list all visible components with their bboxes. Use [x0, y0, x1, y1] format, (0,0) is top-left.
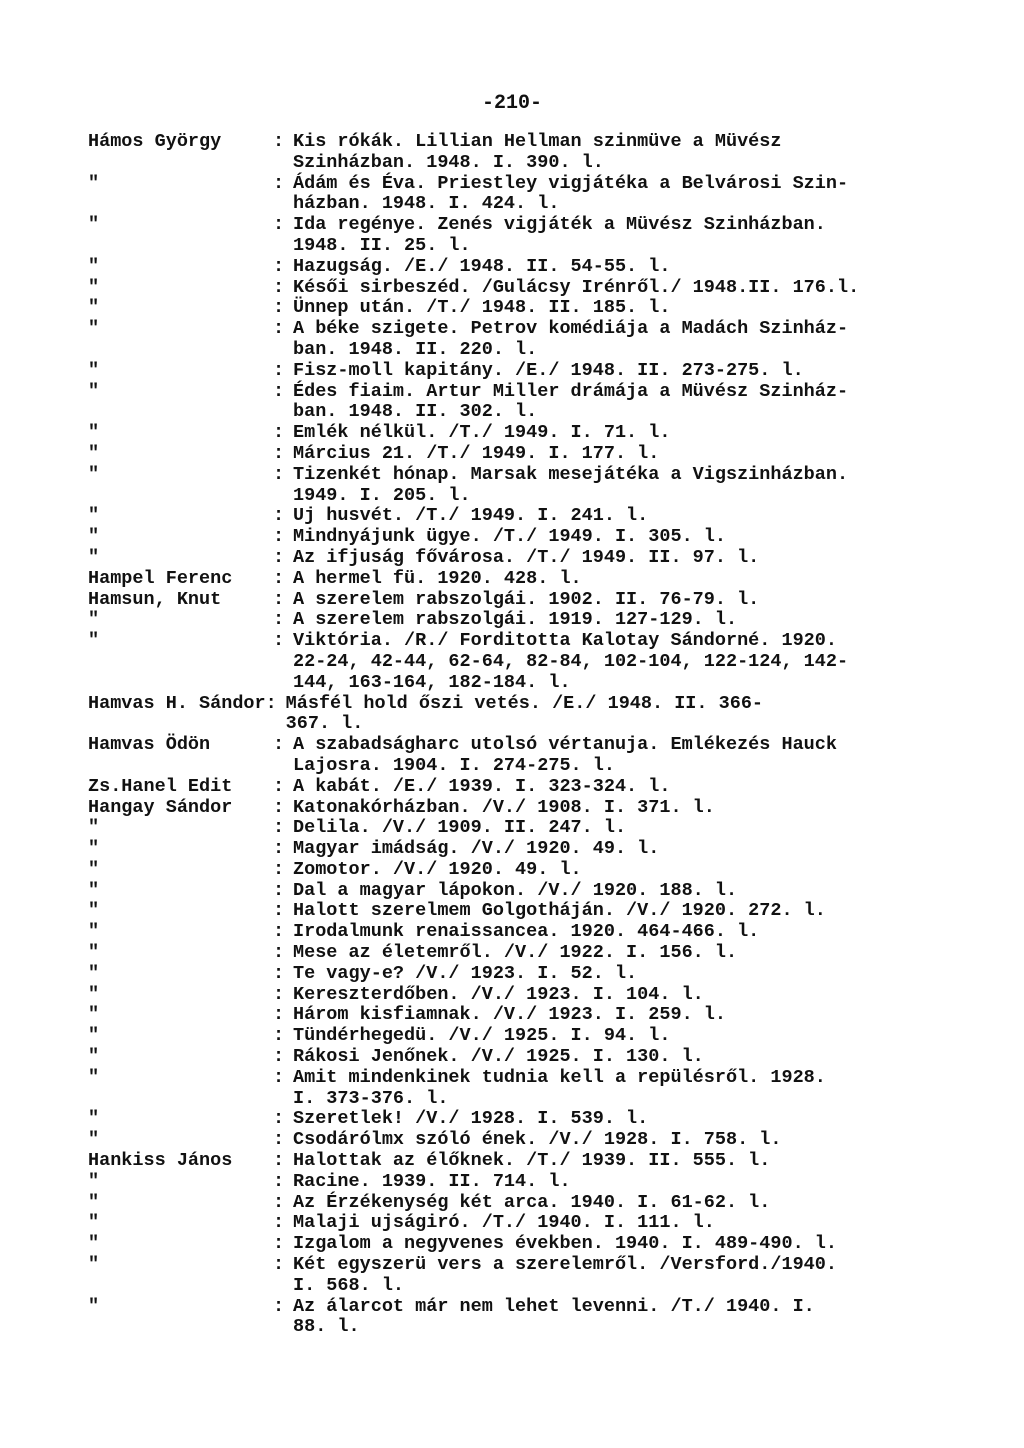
entry-title-line: A hermel fü. 1920. 428. l.: [293, 567, 582, 589]
entry-separator: :: [273, 609, 285, 631]
bibliography-entry: [88, 382, 988, 424]
entry-title-line: Emlék nélkül. /T./ 1949. I. 71. l.: [293, 422, 671, 444]
bibliography-entry: [88, 298, 988, 319]
entry-title: [293, 298, 988, 319]
entry-separator: :: [273, 1108, 285, 1130]
entry-title-line: Uj husvét. /T./ 1949. I. 241. l.: [293, 505, 649, 527]
entry-author: ": [88, 380, 100, 402]
entry-separator: :: [273, 838, 285, 860]
entry-title-line: Mese az életemről. /V./ 1922. I. 156. l.: [293, 942, 738, 964]
entry-title-line: Hazugság. /E./ 1948. II. 54-55. l.: [293, 255, 671, 277]
bibliography-entry: [88, 922, 988, 943]
bibliography-entry: [88, 361, 988, 382]
entry-title: [293, 548, 988, 569]
entry-title-line: Halottak az élőknek. /T./ 1939. II. 555. l.: [293, 1150, 771, 1172]
entry-title-line: Három kisfiamnak. /V./ 1923. I. 259. l.: [293, 1004, 726, 1026]
entry-separator: :: [273, 1129, 285, 1151]
entry-title-line: Ünnep után. /T./ 1948. II. 185. l.: [293, 297, 671, 319]
entry-author: ": [88, 983, 100, 1005]
entry-separator: :: [273, 422, 285, 444]
entry-title: [293, 361, 988, 382]
entry-title-line: Csodárólmx szóló ének. /V./ 1928. I. 758. l.: [293, 1129, 782, 1151]
bibliography-entry: [88, 548, 988, 569]
page-number: -210-: [481, 92, 542, 115]
entry-title: [293, 569, 988, 590]
entry-title-line: A szabadságharc utolsó vértanuja. Emlékezés Hauck: [293, 734, 837, 756]
entry-title: [293, 278, 988, 299]
entry-title-line: Másfél hold őszi vetés. /E./ 1948. II. 366-: [285, 692, 764, 714]
entry-author: ": [88, 838, 100, 860]
bibliography-entry: [88, 319, 988, 361]
entry-title: [293, 215, 988, 257]
entry-separator: :: [273, 734, 285, 756]
entry-separator: :: [273, 297, 285, 319]
entry-separator: :: [273, 276, 285, 298]
bibliography-entry: [88, 527, 988, 548]
bibliography-entry: [88, 1068, 988, 1110]
entry-author: ": [88, 359, 100, 381]
entry-author: ": [88, 609, 100, 631]
entry-title-line: Irodalmunk renaissancea. 1920. 464-466. l.: [293, 921, 760, 943]
entry-title-line: A kabát. /E./ 1939. I. 323-324. l.: [293, 775, 671, 797]
bibliography-entry: [88, 590, 988, 611]
bibliography-entry: [88, 1130, 988, 1151]
bibliography-entry: [88, 839, 988, 860]
entry-author: ": [88, 1191, 100, 1213]
entry-title: [293, 1151, 988, 1172]
entry-title-line: Két egyszerü vers a szerelemről. /Versford./1940.: [293, 1254, 837, 1276]
entry-title: [293, 777, 988, 798]
entry-separator: :: [273, 1025, 285, 1047]
entry-separator: :: [273, 172, 285, 194]
entry-separator: :: [273, 567, 285, 589]
entry-separator: :: [273, 380, 285, 402]
entry-title: [293, 465, 988, 507]
entry-title-line: I. 373-376. l.: [293, 1087, 449, 1109]
bibliography-entry: [88, 777, 988, 798]
entry-title-line: Ádám és Éva. Priestley vigjátéka a Belvárosi Szin-: [293, 172, 849, 194]
entry-separator: :: [273, 858, 285, 880]
entry-author: ": [88, 942, 100, 964]
entry-separator: :: [273, 879, 285, 901]
bibliography-entry: [88, 278, 988, 299]
bibliography-entry: [88, 1193, 988, 1214]
entry-title-line: 1948. II. 25. l.: [293, 234, 471, 256]
entry-separator: :: [273, 1233, 285, 1255]
bibliography-entry: [88, 174, 988, 216]
entry-author: Hamvas H. Sándor: [88, 692, 266, 714]
entry-title: [293, 1068, 988, 1110]
entry-author: ": [88, 1295, 100, 1317]
entry-title: [293, 943, 988, 964]
entry-title-line: Édes fiaim. Artur Miller drámája a Müvész Szinház-: [293, 380, 849, 402]
bibliography-entry: [88, 1047, 988, 1068]
entry-title-line: házban. 1948. I. 424. l.: [293, 193, 560, 215]
bibliography-entry: [88, 881, 988, 902]
entry-title: [293, 506, 988, 527]
entry-separator: :: [273, 1295, 285, 1317]
entry-separator: :: [273, 1046, 285, 1068]
entry-title-line: Lajosra. 1904. I. 274-275. l.: [293, 754, 615, 776]
bibliography-entry: [88, 1151, 988, 1172]
entry-separator: :: [273, 359, 285, 381]
entry-title-line: Tündérhegedü. /V./ 1925. I. 94. l.: [293, 1025, 671, 1047]
entry-separator: :: [273, 983, 285, 1005]
entry-title: [293, 1234, 988, 1255]
entry-author: ": [88, 858, 100, 880]
bibliography-entry: [88, 610, 988, 631]
bibliography-entry: [88, 943, 988, 964]
entry-title: [293, 1213, 988, 1234]
entry-author: ": [88, 962, 100, 984]
entry-separator: :: [273, 962, 285, 984]
entry-title-line: Dal a magyar lápokon. /V./ 1920. 188. l.: [293, 879, 738, 901]
entry-separator: :: [273, 1150, 285, 1172]
entry-title: [293, 444, 988, 465]
entry-separator: :: [273, 131, 285, 152]
entry-author: ": [88, 276, 100, 298]
entry-separator: :: [265, 692, 277, 714]
bibliography-entry: [88, 444, 988, 465]
entry-title-line: 22-24, 42-44, 62-64, 82-84, 102-104, 122-124, 142-: [293, 650, 849, 672]
entry-title: [293, 860, 988, 881]
bibliography-entry: [88, 1234, 988, 1255]
entry-author: Hamvas Ödön: [88, 734, 211, 756]
entry-separator: :: [273, 817, 285, 839]
entry-author: Hámos György: [88, 131, 222, 152]
entry-author: ": [88, 1170, 100, 1192]
bibliography-entry: [88, 1005, 988, 1026]
entry-separator: :: [273, 255, 285, 277]
bibliography-entry: [88, 257, 988, 278]
entry-author: Hankiss János: [88, 1150, 233, 1172]
entry-title-line: Delila. /V./ 1909. II. 247. l.: [293, 817, 627, 839]
bibliography-entry: [88, 132, 988, 174]
entry-author: ": [88, 463, 100, 485]
entry-title: [293, 901, 988, 922]
entry-title: [293, 881, 988, 902]
entry-title-line: Malaji ujságiró. /T./ 1940. I. 111. l.: [293, 1212, 715, 1234]
entry-title: [293, 839, 988, 860]
entry-title-line: A szerelem rabszolgái. 1902. II. 76-79. l.: [293, 588, 760, 610]
entry-title-line: Az ifjuság fővárosa. /T./ 1949. II. 97. l.: [293, 546, 760, 568]
entry-author: ": [88, 297, 100, 319]
bibliography-entry: [88, 1026, 988, 1047]
entry-author: ": [88, 900, 100, 922]
entry-title-line: Mindnyájunk ügye. /T./ 1949. I. 305. l.: [293, 526, 726, 548]
entry-title-line: Ida regénye. Zenés vigjáték a Müvész Szinházban.: [293, 214, 826, 236]
entry-title-line: Racine. 1939. II. 714. l.: [293, 1170, 571, 1192]
entry-title: [293, 985, 988, 1006]
entry-title-line: Szinházban. 1948. I. 390. l.: [293, 151, 604, 173]
bibliography-entry: [88, 798, 988, 819]
entry-author: ": [88, 442, 100, 464]
entry-title: [293, 132, 988, 174]
entry-separator: :: [273, 588, 285, 610]
entry-author: ": [88, 1233, 100, 1255]
entry-separator: :: [273, 505, 285, 527]
entry-title-line: 144, 163-164, 182-184. l.: [293, 671, 571, 693]
bibliography-entry: [88, 985, 988, 1006]
entry-separator: :: [273, 442, 285, 464]
entry-title: [293, 798, 988, 819]
entry-author: ": [88, 422, 100, 444]
entry-author: ": [88, 817, 100, 839]
entry-author: ": [88, 318, 100, 340]
entry-title: [293, 174, 988, 216]
entry-title-line: ban. 1948. II. 220. l.: [293, 338, 538, 360]
entry-title: [293, 319, 988, 361]
entry-author: ": [88, 546, 100, 568]
entry-title: [293, 1130, 988, 1151]
entry-separator: :: [273, 1170, 285, 1192]
entry-title-line: ban. 1948. II. 302. l.: [293, 401, 538, 423]
entry-separator: :: [273, 214, 285, 236]
entry-author: Hangay Sándor: [88, 796, 233, 818]
entry-title-line: Fisz-moll kapitány. /E./ 1948. II. 273-275. l.: [293, 359, 804, 381]
bibliography-entry: [88, 569, 988, 590]
entry-separator: :: [273, 630, 285, 652]
bibliography-entry: [88, 735, 988, 777]
entry-title-line: Tizenkét hónap. Marsak mesejátéka a Vigszinházban.: [293, 463, 849, 485]
entry-separator: :: [273, 1254, 285, 1276]
entry-title-line: Rákosi Jenőnek. /V./ 1925. I. 130. l.: [293, 1046, 704, 1068]
entry-title-line: Szeretlek! /V./ 1928. I. 539. l.: [293, 1108, 649, 1130]
entry-title-line: 1949. I. 205. l.: [293, 484, 471, 506]
entry-author: ": [88, 1108, 100, 1130]
entry-separator: :: [273, 796, 285, 818]
entry-title: [293, 1047, 988, 1068]
entry-author: ": [88, 630, 100, 652]
entry-separator: :: [273, 526, 285, 548]
entry-author: ": [88, 255, 100, 277]
entry-author: ": [88, 879, 100, 901]
bibliography-entry: [88, 423, 988, 444]
entry-separator: :: [273, 900, 285, 922]
entry-title-line: Az Érzékenység két arca. 1940. I. 61-62. l.: [293, 1191, 771, 1213]
entry-title: [293, 1005, 988, 1026]
entry-title-line: Zomotor. /V./ 1920. 49. l.: [293, 858, 582, 880]
entry-title: [293, 1109, 988, 1130]
entry-author: Hamsun, Knut: [88, 588, 222, 610]
entry-separator: :: [273, 775, 285, 797]
entry-title: [293, 631, 988, 693]
entry-separator: :: [273, 1191, 285, 1213]
entry-title: [293, 1193, 988, 1214]
entry-title: [293, 382, 988, 424]
entry-title: [293, 735, 988, 777]
entry-title: [293, 1172, 988, 1193]
bibliography-entry: [88, 818, 988, 839]
entry-title: [293, 818, 988, 839]
entry-title-line: Viktória. /R./ Forditotta Kalotay Sándorné. 1920.: [293, 630, 837, 652]
bibliography-entry: [88, 1255, 988, 1297]
entry-author: ": [88, 505, 100, 527]
bibliography-entry: [88, 1109, 988, 1130]
entry-title: [293, 1255, 988, 1297]
entry-title-line: A szerelem rabszolgái. 1919. 127-129. l.: [293, 609, 738, 631]
entry-author: ": [88, 1254, 100, 1276]
entry-separator: :: [273, 463, 285, 485]
entry-title-line: 367. l.: [285, 713, 364, 735]
entry-separator: :: [273, 942, 285, 964]
entry-author: ": [88, 1212, 100, 1234]
entry-title: [286, 694, 988, 736]
entry-separator: :: [273, 1004, 285, 1026]
entry-title: [293, 922, 988, 943]
entry-author: ": [88, 214, 100, 236]
entry-author: ": [88, 1066, 100, 1088]
entry-author: Hampel Ferenc: [88, 567, 233, 589]
entry-title-line: Az álarcot már nem lehet levenni. /T./ 1940. I.: [293, 1295, 815, 1317]
bibliography-entry: [88, 1213, 988, 1234]
entry-title-line: Kis rókák. Lillian Hellman szinmüve a Müvész: [293, 131, 782, 152]
entry-separator: :: [273, 921, 285, 943]
bibliography-entry: [88, 631, 988, 693]
entry-title: [293, 1297, 988, 1339]
entry-title: [293, 423, 988, 444]
bibliography-entries: [88, 132, 988, 1338]
entry-title: [293, 257, 988, 278]
entry-author: ": [88, 526, 100, 548]
entry-author: ": [88, 1025, 100, 1047]
entry-author: Zs.Hanel Edit: [88, 775, 233, 797]
bibliography-entry: [88, 465, 988, 507]
entry-author: ": [88, 1046, 100, 1068]
entry-title: [293, 610, 988, 631]
entry-title-line: Magyar imádság. /V./ 1920. 49. l.: [293, 838, 660, 860]
entry-title-line: Késői sirbeszéd. /Gulácsy Irénről./ 1948.II. 176.l.: [293, 276, 860, 298]
entry-title: [293, 527, 988, 548]
entry-title-line: Amit mindenkinek tudnia kell a repülésről. 1928.: [293, 1066, 826, 1088]
entry-separator: :: [273, 1066, 285, 1088]
entry-title-line: 88. l.: [293, 1316, 360, 1338]
entry-title: [293, 590, 988, 611]
bibliography-entry: [88, 860, 988, 881]
entry-title-line: Március 21. /T./ 1949. I. 177. l.: [293, 442, 660, 464]
entry-title: [293, 1026, 988, 1047]
bibliography-entry: [88, 1297, 988, 1339]
entry-title-line: A béke szigete. Petrov komédiája a Madách Szinház-: [293, 318, 849, 340]
entry-title-line: Izgalom a negyvenes években. 1940. I. 489-490. l.: [293, 1233, 837, 1255]
entry-title-line: Kereszterdőben. /V./ 1923. I. 104. l.: [293, 983, 704, 1005]
entry-title-line: Katonakórházban. /V./ 1908. I. 371. l.: [293, 796, 715, 818]
entry-title-line: Te vagy-e? /V./ 1923. I. 52. l.: [293, 962, 638, 984]
bibliography-entry: [88, 215, 988, 257]
entry-author: ": [88, 172, 100, 194]
bibliography-entry: [88, 506, 988, 527]
bibliography-entry: [88, 964, 988, 985]
entry-author: ": [88, 1004, 100, 1026]
bibliography-entry: [88, 1172, 988, 1193]
entry-separator: :: [273, 318, 285, 340]
entry-separator: :: [273, 1212, 285, 1234]
entry-title: [293, 964, 988, 985]
bibliography-entry: [88, 901, 988, 922]
entry-author: ": [88, 1129, 100, 1151]
bibliography-entry: [88, 694, 988, 736]
entry-author: ": [88, 921, 100, 943]
entry-title-line: Halott szerelmem Golgotháján. /V./ 1920. 272. l.: [293, 900, 826, 922]
entry-title-line: I. 568. l.: [293, 1274, 405, 1296]
entry-separator: :: [273, 546, 285, 568]
